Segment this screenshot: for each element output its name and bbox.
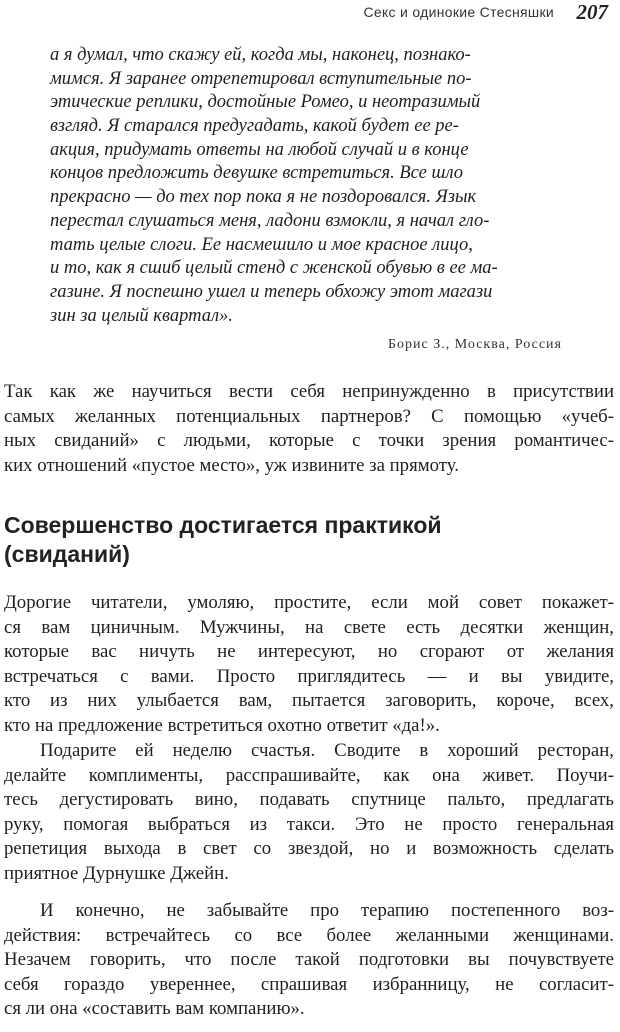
text-line: самых желанных потенциальных партнеров? С помощью «учеб- [4,405,614,427]
text-line: И конечно, не забывайте про терапию постепенного воз- [40,900,614,921]
paragraph-3 [4,739,614,887]
quote-line: этические реплики, достойные Ромео, и неотразимый [50,92,481,113]
text-line: ких отношений «пустое место», уж извините за прямоту. [4,454,459,476]
text-line: ся вам циничным. Мужчины, на свете есть десятки женщин, [4,616,614,638]
quote-line: зин за целый квартал». [50,305,233,326]
text-line: делайте комплименты, расспрашивайте, как она живет. Поучи- [4,764,614,786]
text-line: ных свиданий» с людьми, которые с точки зрения романтичес- [4,430,614,452]
text-line: ся ли она «составить вам компанию». [4,998,305,1020]
page-header [0,0,620,30]
text-line: Подарите ей неделю счастья. Сводите в хороший ресторан, [40,740,614,761]
reader-quote [50,44,562,353]
quote-line: прекрасно — до тех пор пока я не поздоровался. Язык [50,187,477,208]
quote-line: и то, как я сшиб целый стенд с женской обувью в ее ма- [50,258,498,279]
text-line: встречаться с вами. Просто приглядитесь — и вы увидите, [4,665,614,687]
quote-line: газине. Я поспешно ушел и теперь обхожу этот магази [50,281,493,302]
running-title: Секс и одинокие Стесняшки [363,4,554,20]
quote-attribution: Борис З., Москва, Россия [387,337,562,353]
paragraph-4 [4,899,614,1022]
text-line: Дорогие читатели, умоляю, простите, если мой совет покажет- [4,592,614,613]
text-line: Так как же научиться вести себя непринужденно в присутствии [4,381,614,402]
text-line: тесь дегустировать вино, подавать спутнице пальто, предлагать [4,789,614,811]
text-line: репетиция выхода в свет со звездой, но и возможность сделать [4,838,614,860]
section-heading [4,511,614,569]
text-line: кто на предложение встретиться охотно ответит «да!». [4,714,440,736]
page-number: 207 [576,0,608,24]
text-line: себя гораздо увереннее, спрашивая избранницу, не согласит- [4,973,614,995]
text-line: руку, помогая выбраться из такси. Это не просто генеральная [4,813,614,835]
quote-line: концов предложить девушке встретиться. Все шло [50,163,463,184]
paragraph-1 [4,380,614,478]
paragraph-2 [4,591,614,739]
quote-line: а я думал, что скажу ей, когда мы, наконец, познако- [50,45,471,65]
quote-line: тать целые слоги. Ее насмешило и мое красное лицо, [50,234,473,255]
quote-line: взгляд. Я старался предугадать, какой будет ее ре- [50,116,459,137]
quote-line: перестал слушаться меня, ладони взмокли, я начал гло- [50,210,490,231]
text-line: действия: встречайтесь со все более желанными женщинами. [4,924,614,946]
section-heading-line-2: (свиданий) [4,541,130,567]
quote-line: акция, придумать ответы на любой случай и в конце [50,139,469,160]
section-heading-line-1: Совершенство достигается практикой [4,512,442,538]
text-line: приятное Дурнушке Джейн. [4,862,229,884]
text-line: Незачем говорить, что после такой подготовки вы почувствуете [4,949,614,971]
quote-line: мимся. Я заранее отрепетировал вступительные по- [50,68,472,89]
text-line: которые вас ничуть не интересуют, но сгорают от желания [4,641,614,663]
text-line: кто из них улыбается вам, пытается заговорить, короче, всех, [4,690,614,712]
